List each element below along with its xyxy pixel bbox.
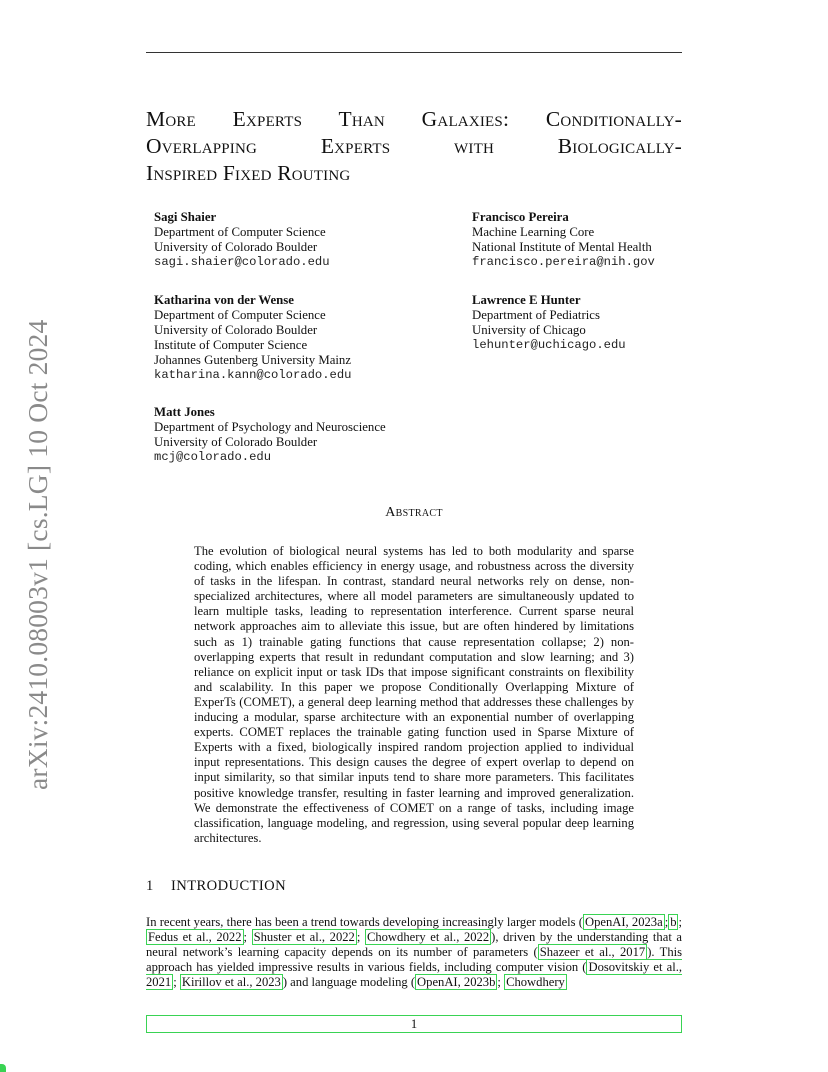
- section-heading: [146, 878, 286, 895]
- author-name: Francisco Pereira: [472, 210, 569, 224]
- author-affiliation: Department of Computer Science: [154, 308, 326, 322]
- author-affiliation: University of Colorado Boulder: [154, 240, 318, 254]
- intro-text: ;: [356, 930, 365, 945]
- author-name: Sagi Shaier: [154, 210, 217, 224]
- citation-link[interactable]: b: [670, 915, 677, 929]
- author-name: Katharina von der Wense: [154, 293, 294, 307]
- intro-text: ), driven by the understanding that a neural network’s learning capacity depends on its number of parameters (: [146, 930, 682, 960]
- citation-link[interactable]: Fedus et al., 2022: [148, 930, 242, 945]
- title-line-3: Inspired Fixed Routing: [146, 161, 351, 185]
- author-block: [154, 293, 351, 383]
- author-affiliation: Johannes Gutenberg University Mainz: [154, 353, 352, 367]
- author-affiliation: University of Colorado Boulder: [154, 323, 318, 337]
- intro-text: ;: [678, 915, 682, 929]
- citation-link[interactable]: OpenAI, 2023b: [417, 975, 496, 990]
- intro-text: ;: [497, 975, 505, 990]
- abstract-text: The evolution of biological neural systems has led to both modularity and sparse coding, which enables efficiency in energy usage, and robustness across the diversity of tasks in the lifespan. In contrast, standard neural networks rely on dense, non-specialized architectures, where all model parameters are simultaneously updated to learn multiple tasks, leading to representation interference. Current sparse neural network approaches aim to alleviate this issue, but are often hindered by limitations such as 1) trainable gating functions that cause representation collapse; 2) non-overlapping experts that result in redundant computation and slow learning; and 3) reliance on explicit input or task IDs that impose significant constraints on flexibility and scalability. In this paper we propose Conditionally Overlapping Mixture of ExperTs (COMET), a general deep learning method that addresses these challenges by inducing a modular, sparse architecture with an exponential number of overlapping experts. COMET replaces the trainable gating function used in Sparse Mixture of Experts with a fixed, biologically inspired random projection applied to individual input representations. This design causes the degree of expert overlap to depend on input similarity, so that similar inputs tend to share more parameters. This facilitates positive knowledge transfer, resulting in faster learning and improved generalization. We demonstrate the effectiveness of COMET on a range of tasks, including image classification, language modeling, and regression, using several popular deep learning architectures.: [194, 544, 634, 845]
- citation-link[interactable]: Dosovitskiy et al., 2021: [146, 960, 682, 990]
- citation-link[interactable]: Kirillov et al., 2023: [181, 975, 281, 990]
- section-title: INTRODUCTION: [171, 878, 287, 894]
- citation-link[interactable]: Shuster et al., 2022: [253, 930, 355, 945]
- corner-marker: [0, 1064, 6, 1072]
- section-number: 1: [146, 878, 154, 894]
- author-affiliation: National Institute of Mental Health: [472, 240, 652, 254]
- author-name: Matt Jones: [154, 405, 215, 419]
- author-block: [154, 210, 330, 270]
- author-email[interactable]: sagi.shaier@colorado.edu: [154, 255, 330, 269]
- author-affiliation: Department of Computer Science: [154, 225, 326, 239]
- header-rule: [146, 52, 682, 53]
- author-name: Lawrence E Hunter: [472, 293, 581, 307]
- author-affiliation: Department of Pediatrics: [472, 308, 600, 322]
- author-affiliation: Institute of Computer Science: [154, 338, 308, 352]
- author-block: [154, 405, 386, 465]
- author-email[interactable]: lehunter@uchicago.edu: [472, 338, 626, 352]
- author-email[interactable]: katharina.kann@colorado.edu: [154, 368, 352, 382]
- intro-text: ) and language modeling (: [282, 975, 416, 990]
- citation-link[interactable]: Shazeer et al., 2017: [539, 945, 646, 960]
- author-block: [472, 210, 655, 270]
- author-block: [472, 293, 626, 353]
- intro-text: ;: [243, 930, 252, 945]
- citation-link[interactable]: Chowdhery: [506, 975, 565, 990]
- author-affiliation: Department of Psychology and Neuroscience: [154, 420, 386, 434]
- citation-link[interactable]: Chowdhery et al., 2022: [366, 930, 490, 945]
- paper-title: [146, 106, 682, 187]
- intro-paragraph: [146, 915, 682, 990]
- author-affiliation: Machine Learning Core: [472, 225, 595, 239]
- intro-text: ;: [173, 975, 180, 990]
- author-affiliation: University of Colorado Boulder: [154, 435, 318, 449]
- intro-text: ;: [664, 915, 669, 929]
- citation-link[interactable]: OpenAI, 2023a: [584, 915, 663, 929]
- arxiv-side-stamp: arXiv:2410.08003v1 [cs.LG] 10 Oct 2024: [22, 319, 53, 790]
- intro-text: ). This approach has yielded impressive results in various fields, including computer vision (: [146, 945, 683, 975]
- author-email[interactable]: francisco.pereira@nih.gov: [472, 255, 655, 269]
- page-number[interactable]: 1: [146, 1015, 682, 1033]
- abstract-heading: Abstract: [385, 505, 443, 520]
- intro-text: In recent years, there has been a trend towards developing increasingly larger models (: [146, 915, 583, 929]
- title-line-2: Overlapping Experts with Biologically-: [146, 134, 682, 158]
- author-affiliation: University of Chicago: [472, 323, 586, 337]
- title-line-1: More Experts Than Galaxies: Conditionally-: [146, 107, 682, 131]
- author-email[interactable]: mcj@colorado.edu: [154, 450, 272, 464]
